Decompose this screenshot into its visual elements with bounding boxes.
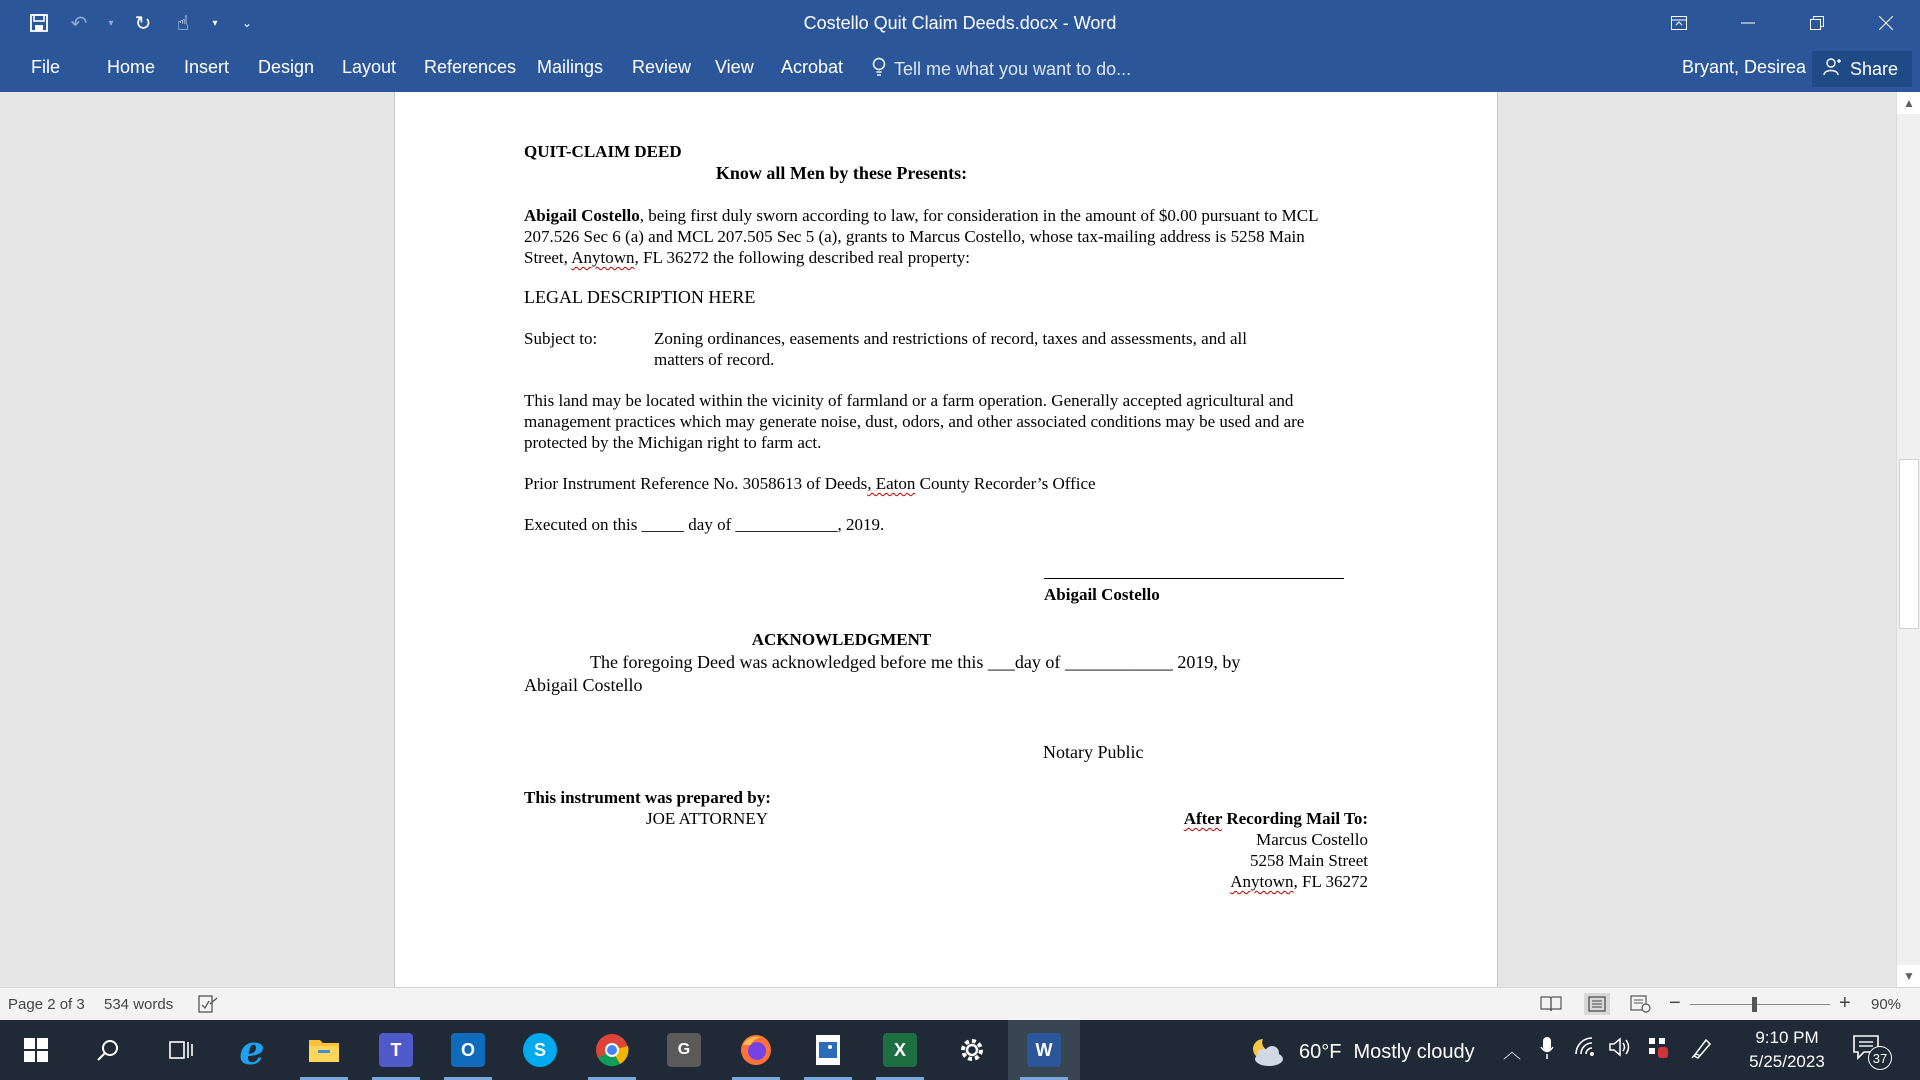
- touch-mode-icon[interactable]: ☝: [176, 12, 190, 35]
- search-button[interactable]: [72, 1020, 144, 1080]
- generic-app-icon: G: [667, 1033, 701, 1067]
- read-mode-icon[interactable]: [1540, 995, 1562, 1017]
- spelling-flag[interactable]: Anytown: [571, 248, 635, 267]
- document-page[interactable]: [394, 92, 1498, 987]
- taskbar-skype[interactable]: [504, 1020, 576, 1080]
- task-view-button[interactable]: [144, 1020, 216, 1080]
- action-center-button[interactable]: [1852, 1034, 1892, 1070]
- search-icon: [96, 1038, 120, 1062]
- tab-references[interactable]: References: [424, 57, 517, 77]
- document-canvas[interactable]: [0, 92, 1896, 987]
- meet-now-icon[interactable]: [1645, 1034, 1669, 1065]
- acknowledgment-heading: ACKNOWLEDGMENT: [751, 630, 932, 649]
- legal-description: LEGAL DESCRIPTION HERE: [524, 287, 756, 307]
- scroll-up-icon[interactable]: ▲: [1897, 92, 1920, 114]
- redo-icon[interactable]: ↻: [134, 12, 152, 35]
- touch-mode-dropdown-icon[interactable]: ▾: [212, 17, 218, 29]
- prepared-by-label: This instrument was prepared by:: [524, 788, 771, 807]
- farmland-line-1: This land may be located within the vicinity of farmland or a farm operation. Generally accepted agricultural and: [524, 391, 1294, 410]
- scroll-thumb[interactable]: [1899, 459, 1919, 629]
- word-icon: W: [1027, 1033, 1061, 1067]
- user-account[interactable]: Bryant, Desirea: [1682, 57, 1807, 77]
- window-title: Costello Quit Claim Deeds.docx - Word: [803, 13, 1117, 33]
- person-icon: [1822, 57, 1842, 82]
- grant-line-2: 207.526 Sec 6 (a) and MCL 207.505 Sec 5 (a), grants to Marcus Costello, whose tax-mailing address is 5258 Main: [524, 227, 1305, 246]
- executed-line: Executed on this _____ day of ____________, 2019.: [524, 515, 885, 534]
- firefox-icon: [739, 1033, 773, 1067]
- page-count[interactable]: Page 2 of 3: [8, 996, 85, 1013]
- zoom-slider-thumb[interactable]: [1752, 997, 1757, 1012]
- mail-to-label-rest: Recording Mail To:: [1222, 809, 1368, 828]
- gear-icon: [957, 1035, 987, 1065]
- taskbar-firefox[interactable]: [720, 1020, 792, 1080]
- restore-icon[interactable]: [1782, 0, 1851, 46]
- mail-to-name: Marcus Costello: [1256, 830, 1368, 849]
- tab-layout[interactable]: Layout: [342, 57, 397, 77]
- scroll-down-icon[interactable]: ▼: [1897, 965, 1920, 987]
- subject-to-line-2: matters of record.: [654, 350, 775, 369]
- taskbar-excel[interactable]: [864, 1020, 936, 1080]
- weather-temp: 60°F: [1299, 1040, 1342, 1063]
- undo-icon[interactable]: ↶: [70, 12, 88, 35]
- lightbulb-icon: [872, 57, 886, 82]
- taskbar-word[interactable]: [1008, 1020, 1080, 1080]
- grammar-flag[interactable]: , Eaton: [867, 474, 916, 493]
- taskbar-settings[interactable]: [936, 1020, 1008, 1080]
- task-view-icon: [167, 1038, 193, 1062]
- excel-icon: X: [883, 1033, 917, 1067]
- system-clock[interactable]: [1732, 1026, 1842, 1074]
- grant-text-3a: Street,: [524, 248, 572, 267]
- signature-line: [1044, 578, 1344, 579]
- prior-instrument: [524, 473, 1096, 494]
- prior-instrument-text-end: County Recorder’s Office: [915, 474, 1096, 493]
- taskbar-teams[interactable]: [360, 1020, 432, 1080]
- minimize-icon[interactable]: [1713, 0, 1782, 46]
- tab-acrobat[interactable]: Acrobat: [781, 57, 844, 77]
- taskbar-chrome[interactable]: [576, 1020, 648, 1080]
- start-button[interactable]: [0, 1020, 72, 1080]
- weather-widget[interactable]: [1245, 1036, 1475, 1068]
- taskbar-file-explorer[interactable]: [288, 1020, 360, 1080]
- web-layout-icon[interactable]: [1630, 995, 1652, 1017]
- weather-desc: Mostly cloudy: [1353, 1040, 1475, 1063]
- taskbar-app-g[interactable]: [648, 1020, 720, 1080]
- tab-home[interactable]: Home: [107, 57, 156, 77]
- tab-design[interactable]: Design: [258, 57, 315, 77]
- acknowledgment-line-1: The foregoing Deed was acknowledged before me this ___day of ____________ 2019, by: [590, 652, 1241, 672]
- taskbar-outlook[interactable]: [432, 1020, 504, 1080]
- deed-subheading: Know all Men by these Presents:: [715, 163, 968, 183]
- tell-me-search[interactable]: [872, 57, 1131, 82]
- mail-to-city-flagged[interactable]: Anytown: [1230, 872, 1294, 891]
- mail-to-city: [1230, 871, 1368, 892]
- volume-icon[interactable]: [1608, 1036, 1632, 1063]
- microphone-icon[interactable]: [1540, 1036, 1554, 1065]
- tab-insert[interactable]: Insert: [184, 57, 230, 77]
- notary-public: Notary Public: [1043, 742, 1144, 762]
- clock-time: 9:10 PM: [1755, 1028, 1819, 1047]
- outlook-icon: O: [451, 1033, 485, 1067]
- tab-mailings[interactable]: Mailings: [537, 57, 604, 77]
- window-controls: [1644, 0, 1920, 46]
- windows-taskbar: [0, 1020, 1920, 1080]
- taskbar-photos[interactable]: [792, 1020, 864, 1080]
- grant-line-1: [524, 205, 1318, 226]
- acknowledgment-line-2: Abigail Costello: [524, 675, 643, 695]
- share-label: Share: [1850, 58, 1899, 79]
- wifi-icon[interactable]: [1574, 1036, 1598, 1063]
- deed-heading: QUIT-CLAIM DEED: [524, 142, 682, 161]
- ribbon-tabs: [0, 46, 1920, 92]
- skype-icon: S: [523, 1033, 557, 1067]
- mail-to-label: [1184, 808, 1368, 829]
- close-icon[interactable]: [1851, 0, 1920, 46]
- show-hidden-icons[interactable]: ︿: [1503, 1042, 1521, 1062]
- prior-instrument-text: Prior Instrument Reference No. 3058613 of Deeds: [524, 474, 868, 493]
- proofing-icon[interactable]: [198, 995, 218, 1017]
- tab-file[interactable]: File: [31, 57, 61, 77]
- zoom-out-icon[interactable]: −: [1669, 992, 1681, 1014]
- signer-name: Abigail Costello: [1044, 585, 1160, 604]
- farmland-line-3: protected by the Michigan right to farm act.: [524, 433, 822, 452]
- status-bar: [0, 987, 1920, 1020]
- zoom-slider[interactable]: [1690, 1004, 1830, 1005]
- subject-to-line-1: Zoning ordinances, easements and restrictions of record, taxes and assessments, and all: [654, 329, 1247, 348]
- tab-view[interactable]: View: [715, 57, 754, 77]
- mail-to-label-flagged[interactable]: After: [1183, 809, 1223, 828]
- tab-review[interactable]: Review: [632, 57, 692, 77]
- grant-line-3: [524, 247, 970, 268]
- title-bar: [0, 0, 1920, 46]
- subject-to-label: Subject to:: [524, 329, 598, 348]
- grant-text-3b: , FL 36272 the following described real property:: [634, 248, 971, 267]
- mail-to-street: 5258 Main Street: [1249, 851, 1368, 870]
- pen-icon[interactable]: [1690, 1036, 1714, 1065]
- prepared-by-name: JOE ATTORNEY: [646, 809, 768, 828]
- chrome-icon: [595, 1033, 629, 1067]
- internet-explorer-icon: e: [239, 1026, 265, 1074]
- mail-to-state-zip: , FL 36272: [1293, 872, 1368, 891]
- grantor-name: Abigail Costello: [524, 206, 640, 225]
- windows-icon: [24, 1038, 48, 1062]
- notification-badge: 37: [1868, 1046, 1892, 1070]
- zoom-level[interactable]: 90%: [1871, 996, 1902, 1013]
- ribbon-display-options-icon[interactable]: [1644, 0, 1713, 46]
- undo-dropdown-icon[interactable]: ▾: [108, 17, 114, 29]
- teams-icon: T: [379, 1033, 413, 1067]
- photos-icon: [814, 1034, 842, 1066]
- farmland-line-2: management practices which may generate noise, dust, odors, and other associated conditions may be used and are: [524, 412, 1305, 431]
- vertical-scrollbar[interactable]: [1896, 92, 1920, 987]
- taskbar-edge[interactable]: [216, 1020, 288, 1080]
- folder-icon: [308, 1036, 340, 1064]
- grant-text-1: , being first duly sworn according to law, for consideration in the amount of $0.00 pursuant to MCL: [639, 206, 1319, 225]
- print-layout-icon[interactable]: [1584, 993, 1610, 1015]
- cloudy-moon-icon: [1245, 1036, 1287, 1068]
- customize-toolbar-icon[interactable]: ⌄: [241, 16, 253, 30]
- tell-me-placeholder: Tell me what you want to do...: [894, 59, 1132, 79]
- zoom-in-icon[interactable]: +: [1839, 992, 1851, 1014]
- clock-date: 5/25/2023: [1749, 1052, 1825, 1071]
- word-count[interactable]: 534 words: [104, 996, 174, 1013]
- share-button[interactable]: [1812, 51, 1912, 87]
